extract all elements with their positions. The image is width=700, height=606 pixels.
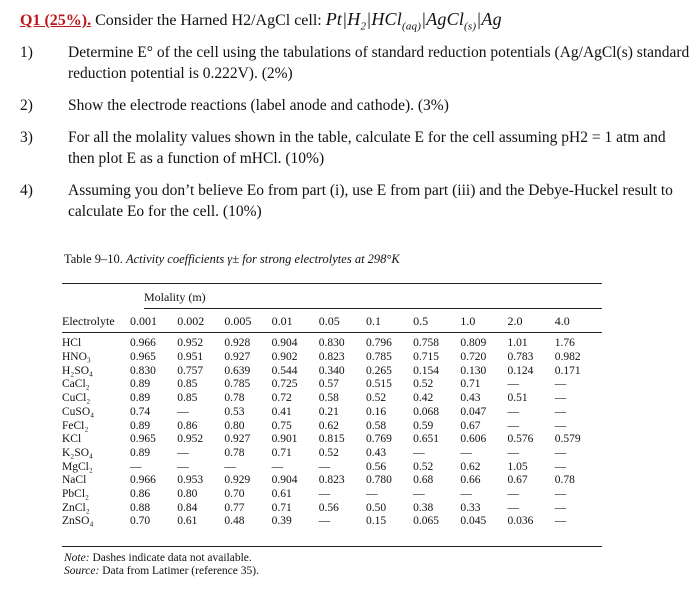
column-header-molality: 1.0 [460, 314, 476, 328]
item-number: 3) [20, 129, 33, 146]
activity-value-cell: — [507, 405, 520, 418]
activity-value-cell: 0.21 [318, 405, 339, 418]
activity-value-cell: — [130, 460, 142, 473]
table-top-rule [62, 283, 602, 284]
activity-value-cell: 0.785 [365, 351, 392, 363]
activity-table-figure [62, 252, 602, 597]
activity-value-cell: — [554, 488, 567, 501]
activity-value-cell: 0.71 [271, 501, 292, 514]
table-row [62, 515, 602, 529]
column-header-electrolyte: Electrolyte [62, 314, 115, 328]
activity-value-cell: 0.952 [177, 337, 204, 350]
table-row [62, 406, 602, 420]
question-list [20, 42, 690, 233]
activity-value-cell: 0.58 [365, 419, 387, 432]
activity-value-cell: — [224, 460, 236, 473]
activity-value-cell: — [554, 392, 567, 405]
activity-value-cell: 1.76 [554, 337, 575, 350]
activity-value-cell: 0.48 [224, 515, 245, 528]
activity-value-cell: — [271, 460, 284, 473]
activity-value-cell: 0.651 [413, 433, 440, 446]
activity-value-cell: 0.41 [271, 405, 292, 418]
activity-value-cell: 0.72 [271, 392, 292, 405]
item-text: For all the molality values shown in the table, calculate E for the cell assuming pH2 = 1 atm and then plot E as a function of mHCl. (10%) [68, 129, 666, 167]
cell-part: |HCl [366, 9, 402, 29]
activity-value-cell: 0.67 [460, 419, 481, 432]
molality-rule [144, 308, 602, 309]
activity-value-cell: 0.124 [507, 364, 534, 377]
activity-value-cell: 0.62 [318, 419, 339, 432]
activity-value-cell: 0.42 [413, 392, 434, 405]
activity-value-cell: 0.952 [177, 433, 204, 446]
activity-value-cell: 0.515 [365, 378, 392, 391]
activity-value-cell: 0.70 [130, 515, 151, 528]
activity-value-cell: 0.70 [224, 488, 245, 501]
activity-value-cell: 0.783 [507, 351, 534, 363]
table-body [62, 331, 602, 529]
cell-notation [325, 9, 502, 33]
activity-value-cell: 0.67 [507, 474, 528, 487]
activity-value-cell: — [507, 488, 520, 501]
activity-value-cell: 0.966 [130, 474, 156, 487]
activity-value-cell: 0.51 [507, 392, 528, 405]
activity-value-cell: 0.796 [365, 337, 392, 350]
activity-value-cell: — [318, 515, 331, 528]
electrolyte-cell: HNO₃ [62, 351, 91, 363]
activity-value-cell: 0.830 [130, 364, 156, 377]
activity-value-cell: 0.815 [318, 433, 345, 446]
electrolyte-cell: ZnSO₄ [62, 515, 94, 528]
activity-value-cell: 0.965 [130, 351, 156, 363]
activity-value-cell: 0.544 [271, 364, 298, 377]
activity-value-cell: 0.823 [318, 474, 345, 487]
activity-value-cell: 0.53 [224, 405, 245, 418]
question-item [20, 42, 690, 84]
activity-value-cell: 0.80 [224, 419, 245, 432]
activity-value-cell: — [460, 446, 472, 459]
activity-value-cell: 0.065 [413, 515, 440, 528]
table-bottom-rule [62, 546, 602, 547]
activity-value-cell: 0.52 [365, 392, 387, 405]
activity-value-cell: 0.265 [365, 364, 392, 377]
cell-subscript: 2 [360, 20, 367, 33]
activity-value-cell: 0.89 [130, 392, 151, 405]
activity-value-cell: 0.576 [507, 433, 534, 446]
activity-value-cell: 0.78 [554, 474, 575, 487]
activity-value-cell: 0.951 [177, 351, 204, 363]
activity-value-cell: 0.068 [413, 405, 440, 418]
activity-value-cell: 0.86 [177, 419, 198, 432]
activity-value-cell: 0.52 [318, 446, 339, 459]
activity-value-cell: 0.78 [224, 446, 245, 459]
activity-value-cell: 0.715 [413, 351, 440, 363]
activity-value-cell: 0.71 [460, 378, 481, 391]
activity-value-cell: 0.57 [318, 378, 339, 391]
cell-subscript: (aq) [401, 20, 422, 33]
activity-value-cell: — [554, 515, 567, 528]
activity-value-cell: 0.52 [413, 378, 434, 391]
activity-value-cell: — [554, 405, 567, 418]
activity-value-cell: 0.86 [130, 488, 151, 501]
activity-value-cell: 0.50 [365, 501, 387, 514]
activity-value-cell: 0.88 [130, 501, 151, 514]
column-header-molality: 0.002 [177, 314, 205, 328]
item-text: Determine E° of the cell using the tabulations of standard reduction potentials (Ag/AgCl(s) standard reduction potential is 0.222V). (2%) [68, 44, 690, 82]
cell-subscript: (s) [464, 20, 477, 33]
activity-table [62, 311, 602, 529]
activity-value-cell: 0.154 [413, 364, 440, 377]
activity-value-cell: — [177, 446, 189, 459]
activity-value-cell: 0.38 [413, 501, 434, 514]
activity-value-cell: 0.757 [177, 364, 204, 377]
activity-value-cell: 0.045 [460, 515, 487, 528]
activity-value-cell: 0.823 [318, 351, 345, 363]
table-row [62, 447, 602, 461]
activity-value-cell: 0.927 [224, 351, 251, 363]
table-head [62, 311, 602, 331]
activity-value-cell: 0.809 [460, 337, 487, 350]
table-row [62, 331, 602, 351]
activity-value-cell: 0.43 [460, 392, 481, 405]
electrolyte-cell: HCl [62, 337, 82, 350]
cell-part: |Ag [476, 9, 502, 29]
source-text: Data from Latimer (reference 35). [99, 565, 259, 577]
activity-value-cell: 0.61 [177, 515, 198, 528]
activity-value-cell: 1.05 [507, 460, 528, 473]
table-row [62, 420, 602, 434]
activity-value-cell: 1.01 [507, 337, 528, 350]
activity-value-cell: 0.59 [413, 419, 434, 432]
activity-value-cell: 0.89 [130, 378, 151, 391]
table-number: Table 9–10. [64, 252, 123, 266]
question-label: Q1 (25%). [20, 12, 92, 29]
question-item [20, 95, 690, 116]
question-header [20, 8, 690, 38]
electrolyte-cell: PbCl₂ [62, 488, 90, 501]
activity-value-cell: 0.71 [271, 446, 292, 459]
activity-value-cell: 0.75 [271, 419, 292, 432]
table-row [62, 365, 602, 379]
activity-value-cell: 0.77 [224, 501, 245, 514]
table-row [62, 378, 602, 392]
source-label: Source: [64, 565, 100, 577]
activity-value-cell: 0.61 [271, 488, 292, 501]
activity-value-cell: 0.16 [365, 405, 387, 418]
note-label: Note: [64, 552, 90, 564]
header-bottom-rule [62, 332, 602, 333]
activity-value-cell: — [318, 488, 331, 501]
activity-value-cell: 0.68 [413, 474, 434, 487]
electrolyte-cell: FeCl₂ [62, 419, 89, 432]
activity-value-cell: 0.927 [224, 433, 251, 446]
electrolyte-cell: ZnCl₂ [62, 501, 90, 514]
activity-value-cell: 0.579 [554, 433, 581, 446]
activity-value-cell: — [177, 405, 189, 418]
activity-value-cell: 0.52 [413, 460, 434, 473]
activity-value-cell: — [365, 488, 378, 501]
activity-value-cell: 0.130 [460, 364, 487, 377]
activity-value-cell: 0.85 [177, 392, 198, 405]
activity-value-cell: 0.036 [507, 515, 534, 528]
activity-value-cell: 0.904 [271, 474, 298, 487]
activity-value-cell: 0.785 [224, 378, 251, 391]
electrolyte-cell: CuSO₄ [62, 405, 95, 418]
activity-value-cell: 0.43 [365, 446, 387, 459]
column-header-molality: 0.005 [224, 314, 252, 328]
activity-value-cell: 0.928 [224, 337, 251, 350]
table-row [62, 392, 602, 406]
note-text: Dashes indicate data not available. [89, 552, 252, 564]
activity-value-cell: 0.758 [413, 337, 440, 350]
activity-value-cell: 0.85 [177, 378, 198, 391]
table-caption-text: Activity coefficients γ± for strong electrolytes at 298°K [125, 252, 400, 266]
table-caption [64, 252, 400, 267]
activity-value-cell: 0.56 [318, 501, 339, 514]
activity-value-cell: 0.78 [224, 392, 245, 405]
activity-value-cell: — [507, 501, 520, 514]
activity-value-cell: 0.953 [177, 474, 204, 487]
molality-label: Molality (m) [144, 290, 206, 304]
activity-value-cell: 0.929 [224, 474, 251, 487]
activity-value-cell: 0.769 [365, 433, 392, 446]
electrolyte-cell: K₂SO₄ [62, 446, 94, 459]
electrolyte-cell: MgCl₂ [62, 460, 93, 473]
note-line [64, 552, 259, 565]
item-number: 2) [20, 97, 33, 114]
activity-value-cell: — [554, 446, 567, 459]
activity-value-cell: 0.74 [130, 405, 151, 418]
table-header-row [62, 311, 602, 331]
activity-value-cell: — [554, 501, 567, 514]
cell-part: |AgCl [421, 9, 465, 29]
activity-value-cell: 0.56 [365, 460, 387, 473]
electrolyte-cell: CuCl₂ [62, 392, 91, 405]
question-item [20, 180, 690, 222]
column-header-molality: 0.5 [413, 314, 429, 328]
activity-value-cell: — [507, 419, 520, 432]
activity-value-cell: 0.720 [460, 351, 487, 363]
item-text: Assuming you don’t believe Eo from part (i), use E from part (iii) and the Debye-Huckel result to calculate Eo for the cell. (10%) [68, 182, 673, 220]
activity-value-cell: 0.15 [365, 515, 387, 528]
table-row [62, 433, 602, 447]
table-row [62, 461, 602, 475]
column-header-molality: 0.1 [365, 314, 381, 328]
item-number: 1) [20, 44, 33, 61]
electrolyte-cell: H₂SO₄ [62, 364, 94, 377]
activity-value-cell: — [554, 378, 567, 391]
cell-part: Pt|H [325, 9, 361, 29]
electrolyte-cell: CaCl₂ [62, 378, 90, 391]
activity-value-cell: 0.58 [318, 392, 339, 405]
column-header-molality: 2.0 [507, 314, 523, 328]
activity-value-cell: — [413, 488, 425, 501]
activity-value-cell: — [413, 446, 425, 459]
activity-value-cell: 0.725 [271, 378, 298, 391]
activity-value-cell: — [177, 460, 189, 473]
activity-value-cell: 0.33 [460, 501, 481, 514]
activity-value-cell: — [507, 378, 520, 391]
column-header-molality: 0.01 [271, 314, 293, 328]
activity-value-cell: — [507, 446, 520, 459]
activity-value-cell: — [460, 488, 472, 501]
activity-value-cell: 0.171 [554, 364, 581, 377]
activity-value-cell: 0.780 [365, 474, 392, 487]
activity-value-cell: 0.84 [177, 501, 198, 514]
column-header-molality: 0.001 [130, 314, 158, 328]
item-text: Show the electrode reactions (label anode and cathode). (3%) [68, 97, 449, 114]
activity-value-cell: 0.982 [554, 351, 581, 363]
column-header-molality: 4.0 [554, 314, 570, 328]
activity-value-cell: 0.830 [318, 337, 345, 350]
table-row [62, 474, 602, 488]
source-line [64, 565, 259, 578]
table-row [62, 351, 602, 365]
activity-value-cell: 0.66 [460, 474, 481, 487]
question-intro: Consider the Harned H2/AgCl cell: [91, 12, 326, 29]
activity-value-cell: 0.89 [130, 419, 151, 432]
column-header-molality: 0.05 [318, 314, 340, 328]
activity-value-cell: 0.39 [271, 515, 292, 528]
activity-value-cell: 0.89 [130, 446, 151, 459]
activity-value-cell: 0.965 [130, 433, 156, 446]
activity-value-cell: 0.639 [224, 364, 251, 377]
activity-value-cell: — [318, 460, 331, 473]
activity-value-cell: 0.606 [460, 433, 487, 446]
table-notes [64, 552, 259, 578]
activity-value-cell: 0.340 [318, 364, 345, 377]
activity-value-cell: 0.62 [460, 460, 481, 473]
activity-value-cell: 0.047 [460, 405, 487, 418]
activity-value-cell: 0.904 [271, 337, 298, 350]
table-row [62, 488, 602, 502]
activity-value-cell: — [554, 460, 567, 473]
electrolyte-cell: KCl [62, 433, 82, 446]
activity-value-cell: 0.902 [271, 351, 298, 363]
activity-value-cell: 0.80 [177, 488, 198, 501]
activity-value-cell: 0.901 [271, 433, 298, 446]
table-row [62, 502, 602, 516]
question-item [20, 127, 690, 169]
activity-value-cell: 0.966 [130, 337, 156, 350]
electrolyte-cell: NaCl [62, 474, 87, 487]
item-number: 4) [20, 182, 33, 199]
activity-value-cell: — [554, 419, 567, 432]
